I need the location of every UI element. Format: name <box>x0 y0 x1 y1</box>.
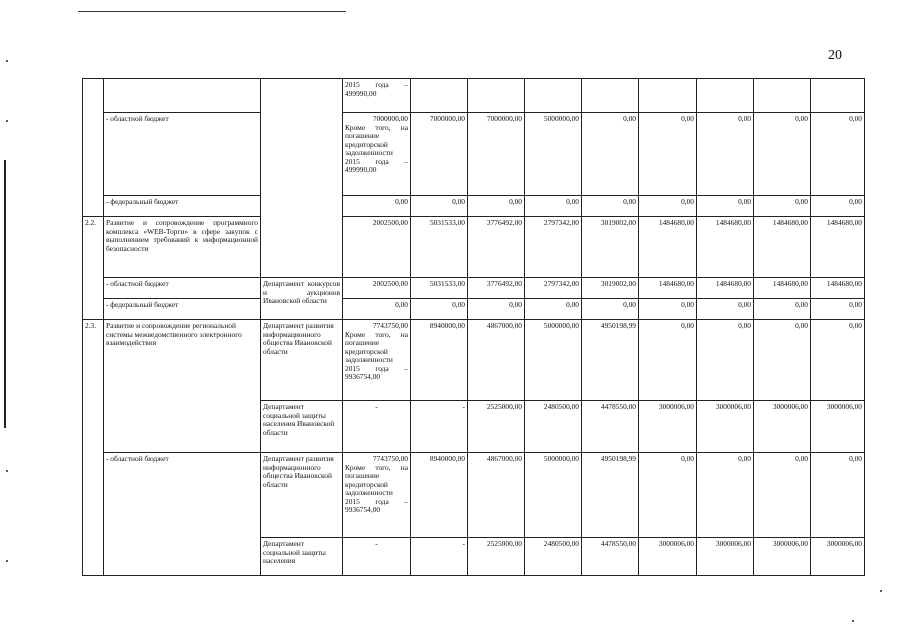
table-row <box>83 196 865 217</box>
value-cell: 0,00 <box>639 320 697 401</box>
value-cell: 0,00 <box>343 299 411 320</box>
table-row <box>83 113 865 196</box>
value-cell: 5031533,00 <box>411 217 468 278</box>
value-cell: 1484680,00 <box>639 217 697 278</box>
value-cell: 3776492,00 <box>468 278 525 299</box>
value-cell: 8940000,00 <box>411 453 468 538</box>
scan-speck <box>6 560 8 562</box>
value-cell: 3019002,00 <box>582 217 639 278</box>
value-cell: 4867000,00 <box>468 320 525 401</box>
value-cell: 0,00 <box>411 299 468 320</box>
table-row <box>83 278 865 299</box>
value-cell: 4950198,99 <box>582 453 639 538</box>
value-cell: 0,00 <box>525 196 582 217</box>
value-cell: 2797342,00 <box>525 217 582 278</box>
table-row <box>83 217 865 278</box>
value-cell: 0,00 <box>468 196 525 217</box>
executor-cell: Департамент конкурсов и аукционов Ивановской области <box>261 278 343 320</box>
value-cell: 0,00 <box>811 113 865 196</box>
debt-note: Кроме того, на погашение кредиторской задолженности 2015 года – 9936754,00 <box>345 329 408 382</box>
value-cell: 0,00 <box>582 299 639 320</box>
value-cell: 2480500,00 <box>525 401 582 453</box>
value-cell: 3000006,00 <box>639 401 697 453</box>
scan-speck <box>852 620 854 622</box>
item-number: 2.3. <box>83 320 104 576</box>
value-cell: 0,00 <box>525 299 582 320</box>
value-cell: - <box>343 401 411 453</box>
value-cell: 0,00 <box>697 453 754 538</box>
executor-cell: Департамент социальной защиты населения Ивановской области <box>261 401 343 453</box>
value-cell: 0,00 <box>697 113 754 196</box>
value-cell: 4867000,00 <box>468 453 525 538</box>
item-name: Развитие и сопровождение программного комплекса «WEB-Торги» в сфере закупок с выполнением требований к информационной безопасности <box>104 217 261 278</box>
value-cell: 2525000,00 <box>468 401 525 453</box>
value-cell: 3776492,00 <box>468 217 525 278</box>
value-cell: 0,00 <box>811 196 865 217</box>
value-cell: 0,00 <box>754 113 811 196</box>
value-cell: - <box>411 401 468 453</box>
value-cell: 1484680,00 <box>754 217 811 278</box>
value-cell <box>343 453 411 538</box>
value-cell: 8940000,00 <box>411 320 468 401</box>
page-number: 20 <box>828 48 842 63</box>
debt-note: Кроме того, на погашение кредиторской задолженности 2015 года – 499990,00 <box>345 122 408 175</box>
value-cell: 0,00 <box>697 196 754 217</box>
value-cell: 7000000,00 <box>411 113 468 196</box>
value-cell: 2002500,00 <box>343 278 411 299</box>
item-number: 2.2. <box>83 217 104 320</box>
value-cell: 2480500,00 <box>525 538 582 576</box>
row-label: - федеральный бюджет <box>104 196 261 217</box>
value-cell: - <box>411 538 468 576</box>
row-label: - областной бюджет <box>104 453 261 576</box>
value-cell <box>343 113 411 196</box>
value-cell: 5000000,00 <box>525 113 582 196</box>
value-cell: 0,00 <box>639 196 697 217</box>
value-cell: 3000006,00 <box>639 538 697 576</box>
value-cell: 0,00 <box>811 320 865 401</box>
table-row <box>83 79 865 113</box>
scan-speck <box>6 470 8 472</box>
value-cell <box>343 320 411 401</box>
value-cell: 1484680,00 <box>811 217 865 278</box>
value-cell: 3000006,00 <box>697 401 754 453</box>
budget-table <box>82 78 865 576</box>
value-cell: 4950198,99 <box>582 320 639 401</box>
number-cell <box>83 79 104 217</box>
name-cell <box>104 79 261 113</box>
value-cell: 7000000,00 <box>468 113 525 196</box>
value-cell: 1484680,00 <box>754 278 811 299</box>
header-rule <box>78 11 346 12</box>
value-cell: 3000006,00 <box>811 401 865 453</box>
value-cell: 0,00 <box>754 299 811 320</box>
item-name: Развитие и сопровождение региональной системы межведомственного электронного взаимодействия <box>104 320 261 453</box>
value-cell: 3019002,00 <box>582 278 639 299</box>
value-cell: 0,00 <box>582 196 639 217</box>
value-cell: 3000006,00 <box>697 538 754 576</box>
continuation-note: 2015 года – 499990,00 <box>343 79 411 113</box>
value-cell: 0,00 <box>811 299 865 320</box>
value-cell: 2525000,00 <box>468 538 525 576</box>
debt-note: Кроме того, на погашение кредиторской задолженности 2015 года – 9936754,00 <box>345 462 408 515</box>
scan-speck <box>6 120 8 122</box>
value-cell: 3000006,00 <box>754 538 811 576</box>
value-text: 7743750,00 <box>372 454 408 463</box>
executor-cell: Департамент развития информационного общества Ивановской области <box>261 453 343 538</box>
value-cell: 0,00 <box>639 299 697 320</box>
executor-cell <box>261 79 343 278</box>
value-cell: 0,00 <box>754 320 811 401</box>
value-cell: 4478550,00 <box>582 538 639 576</box>
value-cell: 3000006,00 <box>811 538 865 576</box>
value-cell: 4478550,00 <box>582 401 639 453</box>
executor-cell: Департамент социальной защиты населения <box>261 538 343 576</box>
row-label: - федеральный бюджет <box>104 299 261 320</box>
value-cell: 5000000,00 <box>525 453 582 538</box>
table-row <box>83 320 865 401</box>
value-cell: 0,00 <box>697 320 754 401</box>
value-cell: 0,00 <box>639 453 697 538</box>
value-text: 7000000,00 <box>372 114 408 123</box>
value-cell: 5031533,00 <box>411 278 468 299</box>
value-cell: 1484680,00 <box>811 278 865 299</box>
value-cell: 0,00 <box>639 113 697 196</box>
row-label: - областной бюджет <box>104 113 261 196</box>
value-cell: 1484680,00 <box>697 217 754 278</box>
value-cell: 0,00 <box>468 299 525 320</box>
value-cell: 0,00 <box>411 196 468 217</box>
value-cell: 2002500,00 <box>343 217 411 278</box>
table-row <box>83 453 865 538</box>
value-cell: 0,00 <box>754 453 811 538</box>
scan-margin-mark <box>4 160 6 428</box>
value-cell: 2797342,00 <box>525 278 582 299</box>
value-cell: 5000000,00 <box>525 320 582 401</box>
value-cell: - <box>343 538 411 576</box>
scan-speck <box>6 60 8 62</box>
value-cell: 0,00 <box>582 113 639 196</box>
value-cell: 0,00 <box>343 196 411 217</box>
value-cell: 3000006,00 <box>754 401 811 453</box>
value-cell: 0,00 <box>811 453 865 538</box>
value-cell: 1484680,00 <box>639 278 697 299</box>
row-label: - областной бюджет <box>104 278 261 299</box>
table-row <box>83 299 865 320</box>
value-cell: 1484680,00 <box>697 278 754 299</box>
value-cell: 0,00 <box>754 196 811 217</box>
executor-cell: Департамент развития информационного общества Ивановской области <box>261 320 343 401</box>
value-cell: 0,00 <box>697 299 754 320</box>
scan-speck <box>880 590 882 592</box>
value-text: 7743750,00 <box>372 321 408 330</box>
